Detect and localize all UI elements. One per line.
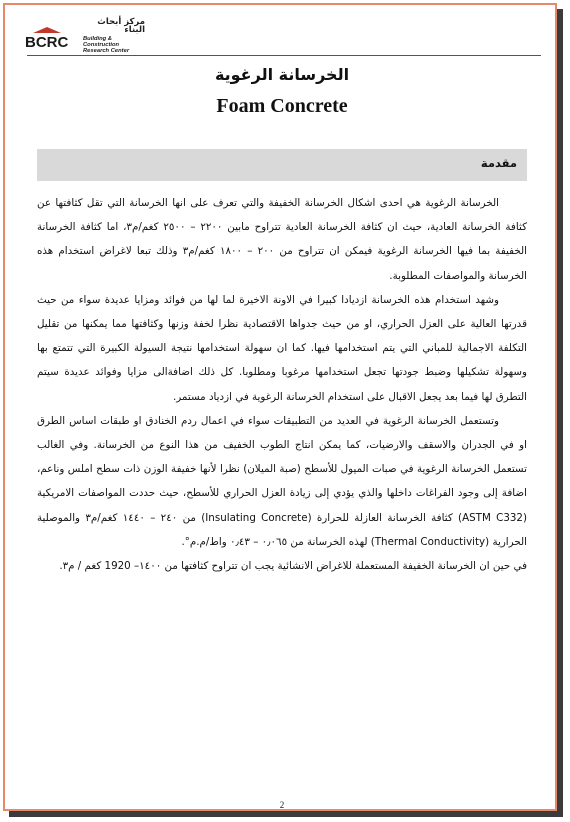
paragraph: في حين ان الخرسانة الخفيفة المستعملة للاغراض الانشائية يجب ان تتراوح كثافتها من ١٤٠٠– 1920 كغم / م٣. (59, 560, 527, 573)
paragraph: وشهد استخدام هذه الخرسانة ازديادا كبيرا في الاونة الاخيرة لما لها من فوائد ومزايا عديدة سواء من حيث قدرتها العالية على العزل الحراري، او من حيث جدواها الاقتصادية نظرا لخفة وزنها وكثافتها مما يمكنها من تقليل التكلفة الاجمالية للمباني التي يتم استخدامها فيها. كما ان سهولة استخدامها نتيجة السيولة الكبيرة التي تتمتع بها وسهولة تشكيلها وضبط جودتها تجعل استخدامها مرغوبا ومطلوبا. كل ذلك اضافةالى مزايا وفوائد عديدة سيتم التطرق لها فيما بعد يجعل الاقبال على استخدام الخرسانة الرغوية في ازدياد مستمر. (37, 293, 527, 403)
body-text (37, 191, 527, 578)
paragraph: الخرسانة الرغوية هي احدى اشكال الخرسانة الخفيفة والتي تعرف على انها الخرسانة التي تقل كثافتها عن كثافة الخرسانة العادية، حيث ان كثافة الخرسانة العادية تتراوح مابين ٢٢٠٠ – ٢٥٠٠ كغم/م٣، اما كثافة الخرسانة الخفيفة بما فيها الخرسانة الرغوية فيمكن ان تتراوح من ٢٠٠ – ١٨٠٠ كغم/م٣ وذلك تبعا لاغراض استخدام هذه الخرسانة والمواصفات المطلوبة. (37, 197, 527, 282)
page-number: 2 (279, 800, 285, 810)
svg-text:BCRC: BCRC (25, 34, 69, 49)
section-label: مقدمة (480, 156, 517, 170)
section-header-bar (37, 149, 527, 181)
paragraph: وتستعمل الخرسانة الرغوية في العديد من التطبيقات سواء في اعمال ردم الخنادق او طبقات اساس الطرق او في الجدران والاسقف والارضيات، كما يمكن انتاج الطوب الخفيف من هذا النوع من الخرسانة. وفي الغالب تستعمل الخرسانة الرغوية في صبات الميول للأسطح (صبة الميلان) نظرا لأنها خفيفة الوزن ذات سطح املس وناعم، اضافة إلى وجود الفراغات داخلها والذي يؤدي إلى زيادة العزل الحراري للأسطح، حيث حددت المواصفات الامريكية (ASTM C332) كثافة الخرسانة العازلة للحرارة (Insulating Concrete) من ٢٤٠ – ١٤٤٠ كغم/م٣ والموصلية الحرارية (Thermal Conductivity) لهذه الخرسانة من ٠٫٠٦٥ – ٠٫٤٣ واط/م.م°. (37, 414, 528, 548)
header-divider (27, 55, 541, 56)
bcrc-logo (25, 18, 145, 54)
bcrc-logo-icon (25, 27, 81, 49)
logo-text (83, 18, 145, 54)
logo-arabic-name: مركز أبحاث البناء (97, 16, 145, 36)
title-arabic: الخرسانة الرغوية (214, 65, 350, 84)
document-page (3, 3, 557, 811)
title-english: Foam Concrete (216, 95, 348, 117)
bcrc-logo-mark (25, 27, 81, 49)
logo-english-name: Building & Construction Research Center (83, 35, 130, 55)
